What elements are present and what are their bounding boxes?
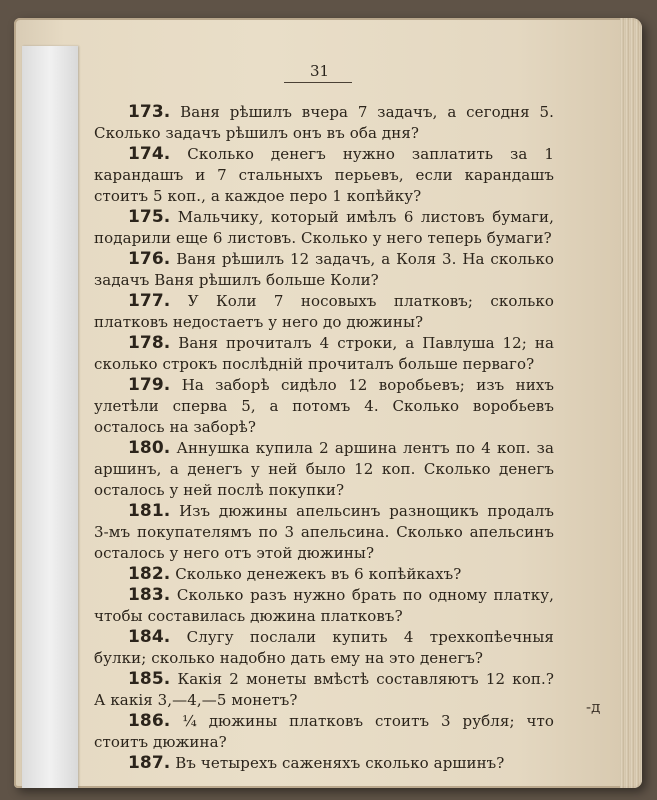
- problem-number: 183.: [128, 585, 171, 605]
- problem-text: Мальчику, который имѣлъ 6 листовъ бумаги, подарили еще 6 листовъ. Сколько у него теперь бумаги?: [94, 208, 554, 247]
- problem-text: Сколько денегъ нужно заплатить за 1 карандашъ и 7 стальныхъ перьевъ, если карандашъ стоитъ 5 коп., а каждое перо 1 копѣйку?: [94, 145, 554, 205]
- problem-number: 178.: [128, 333, 171, 353]
- problem-number: 186.: [128, 711, 171, 731]
- problem-text: Ваня прочиталъ 4 строки, а Павлуша 12; на сколько строкъ послѣдній прочиталъ больше перваго?: [94, 334, 554, 373]
- problem-text: Слугу послали купить 4 трехкопѣечныя булки; сколько надобно дать ему на это денегъ?: [94, 628, 554, 667]
- problem-177: [94, 291, 554, 333]
- header-rule: [284, 82, 352, 83]
- problem-185: [94, 669, 554, 711]
- problem-number: 182.: [128, 564, 171, 584]
- problem-number: 177.: [128, 291, 171, 311]
- problem-number: 181.: [128, 501, 171, 521]
- problem-text: Въ четырехъ саженяхъ сколько аршинъ?: [175, 754, 505, 772]
- problem-number: 180.: [128, 438, 171, 458]
- page-number: 31: [310, 62, 330, 80]
- problem-183: [94, 585, 554, 627]
- problem-number: 184.: [128, 627, 171, 647]
- problem-178: [94, 333, 554, 375]
- problem-list: [94, 102, 554, 774]
- problem-text: Ваня рѣшилъ вчера 7 задачъ, а сегодня 5. Сколько задачъ рѣшилъ онъ въ оба дня?: [94, 103, 554, 142]
- problem-number: 179.: [128, 375, 171, 395]
- problem-text: Аннушка купила 2 аршина лентъ по 4 коп. за аршинъ, а денегъ у ней было 12 коп. Сколько денегъ осталось у ней послѣ покупки?: [94, 439, 554, 499]
- problem-text: ¼ дюжины платковъ стоитъ 3 рубля; что стоитъ дюжина?: [94, 712, 554, 751]
- binding-strip: [22, 46, 78, 788]
- problem-text: Изъ дюжины апельсинъ разнощикъ продалъ 3-мъ покупателямъ по 3 апельсина. Сколько апельсинъ осталось у него отъ этой дюжины?: [94, 502, 555, 562]
- problem-text: Сколько денежекъ въ 6 копѣйкахъ?: [175, 565, 462, 583]
- problem-176: [94, 249, 554, 291]
- problem-text: Ваня рѣшилъ 12 задачъ, а Коля 3. На сколько задачъ Ваня рѣшилъ больше Коли?: [94, 250, 555, 289]
- problem-text: У Коли 7 носовыхъ платковъ; сколько платковъ недостаетъ у него до дюжины?: [94, 292, 554, 331]
- problem-number: 173.: [128, 102, 171, 122]
- problem-number: 187.: [128, 753, 171, 773]
- problem-174: [94, 144, 554, 207]
- problem-text: На заборѣ сидѣло 12 воробьевъ; изъ нихъ улетѣли сперва 5, а потомъ 4. Сколько воробьевъ осталось на заборѣ?: [94, 376, 555, 436]
- problem-184: [94, 627, 554, 669]
- problem-173: [94, 102, 554, 144]
- problem-text: Какія 2 монеты вмѣстѣ составляютъ 12 коп.? А какія 3,—4,—5 монетъ?: [94, 670, 554, 709]
- problem-number: 185.: [128, 669, 171, 689]
- problem-175: [94, 207, 554, 249]
- problem-number: 176.: [128, 249, 171, 269]
- book-page: [14, 18, 642, 788]
- problem-187: [94, 753, 554, 774]
- problem-181: [94, 501, 554, 564]
- problem-number: 175.: [128, 207, 171, 227]
- problem-179: [94, 375, 554, 438]
- page-edges: [620, 18, 642, 788]
- problem-text: Сколько разъ нужно брать по одному платку, чтобы составилась дюжина платковъ?: [94, 586, 554, 625]
- margin-mark: -д: [586, 698, 601, 716]
- problem-182: [94, 564, 554, 585]
- problem-180: [94, 438, 554, 501]
- problem-number: 174.: [128, 144, 171, 164]
- problem-186: [94, 711, 554, 753]
